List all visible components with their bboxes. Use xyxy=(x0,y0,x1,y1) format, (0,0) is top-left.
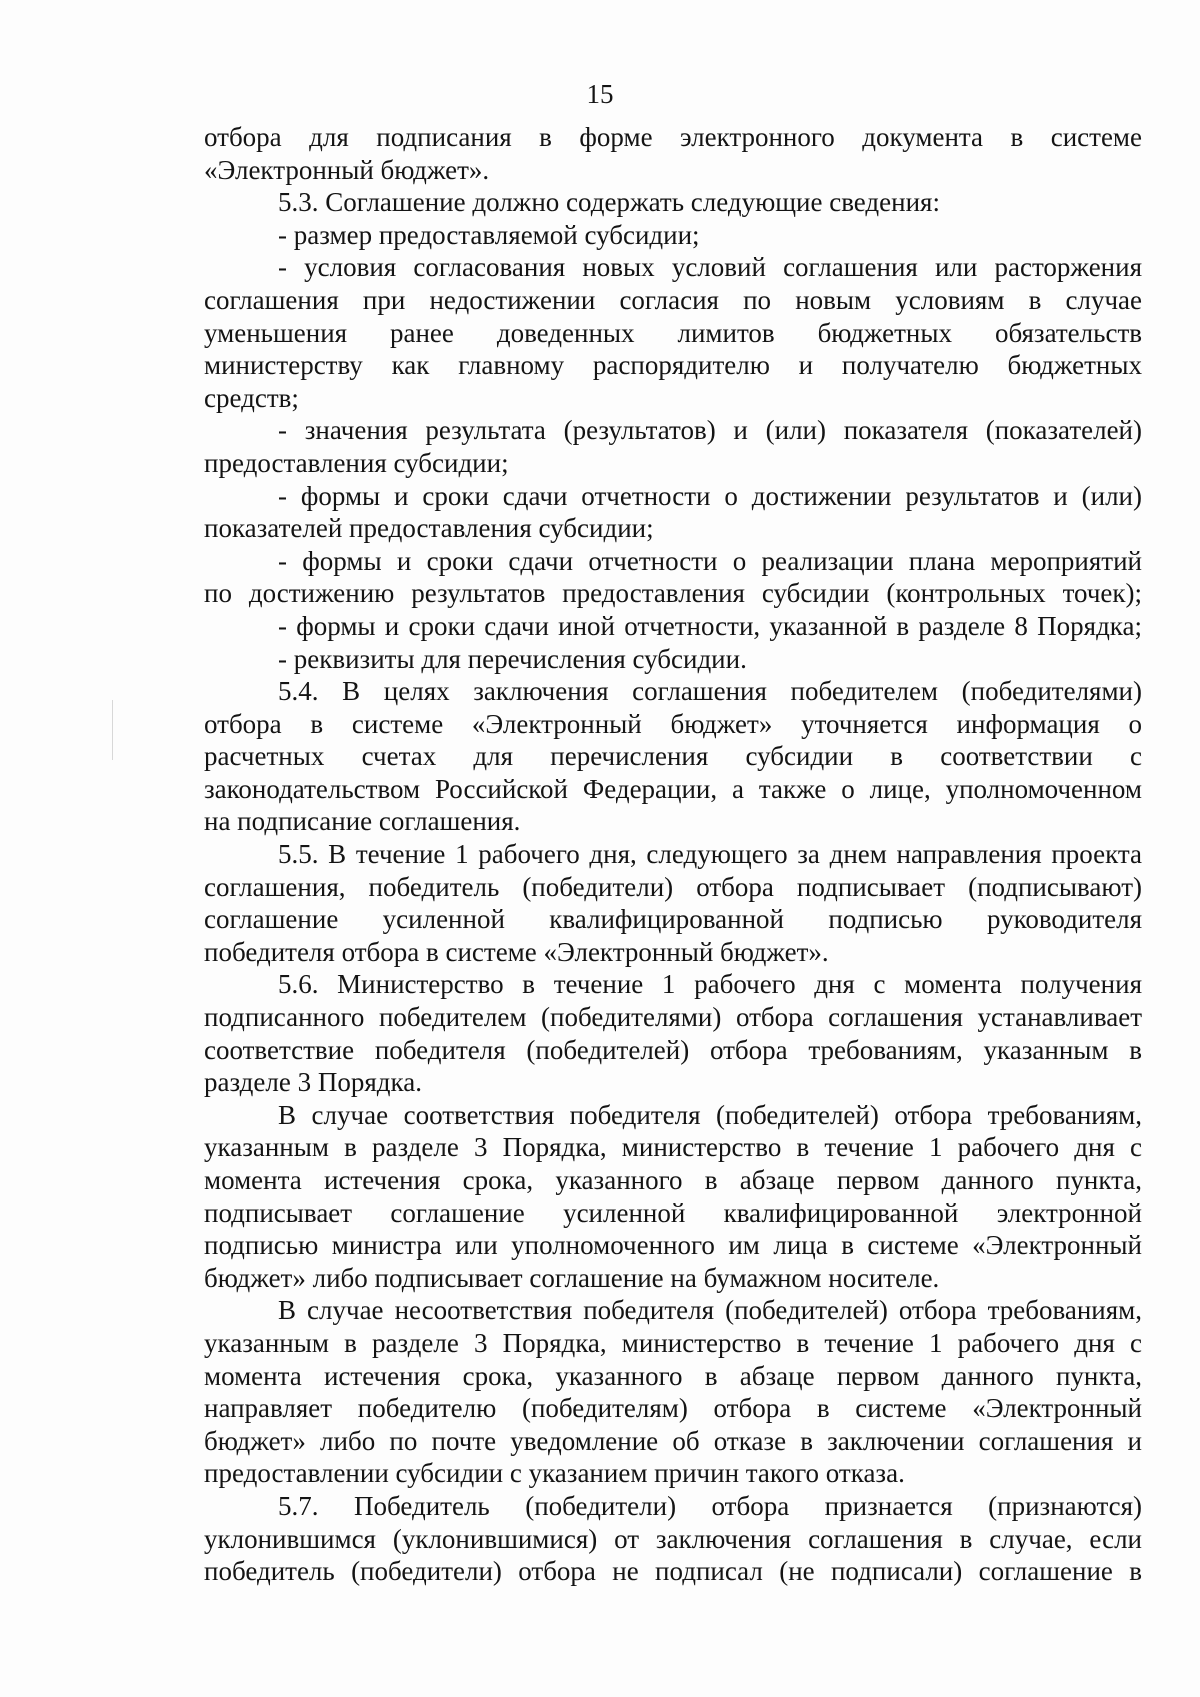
text-line: - формы и сроки сдачи отчетности о достижении результатов и (или) xyxy=(278,480,1142,511)
text-line: - значения результата (результатов) и (или) показателя (показателей) xyxy=(278,415,1142,446)
text-line: 5.4. В целях заключения соглашения победителем (победителями) xyxy=(278,676,1142,707)
text-line: - размер предоставляемой субсидии; xyxy=(278,219,700,250)
text-line: В случае соответствия победителя (победителей) отбора требованиям, xyxy=(278,1099,1142,1130)
text-line: предоставления субсидии; xyxy=(204,447,509,478)
text-line: направляет победителю (победителям) отбора в системе «Электронный xyxy=(204,1393,1142,1424)
text-line: - формы и сроки сдачи иной отчетности, указанной в разделе 8 Порядка; xyxy=(278,610,1142,641)
text-line: указанным в разделе 3 Порядка, министерство в течение 1 рабочего дня с xyxy=(204,1327,1142,1358)
page-number: 15 xyxy=(586,79,614,109)
text-line: момента истечения срока, указанного в абзаце первом данного пункта, xyxy=(204,1360,1142,1391)
text-line: «Электронный бюджет». xyxy=(204,154,490,185)
document-body xyxy=(204,121,1142,1588)
text-line: показателей предоставления субсидии; xyxy=(204,513,654,544)
text-line: В случае несоответствия победителя (победителей) отбора требованиям, xyxy=(278,1295,1142,1326)
text-line: 5.5. В течение 1 рабочего дня, следующего за днем направления проекта xyxy=(278,839,1142,870)
text-line: отбора для подписания в форме электронного документа в системе xyxy=(204,122,1142,152)
text-line: - формы и сроки сдачи отчетности о реализации плана мероприятий xyxy=(278,545,1142,576)
text-line: - условия согласования новых условий соглашения или расторжения xyxy=(278,252,1142,283)
text-line: подписанного победителем (победителями) отбора соглашения устанавливает xyxy=(204,1002,1142,1033)
text-line: бюджет» либо подписывает соглашение на бумажном носителе. xyxy=(204,1262,940,1293)
text-line: предоставлении субсидии с указанием причин такого отказа. xyxy=(204,1458,905,1489)
text-line: законодательством Российской Федерации, а также о лице, уполномоченном xyxy=(204,773,1142,804)
scan-margin-mark xyxy=(112,700,113,760)
text-line: - реквизиты для перечисления субсидии. xyxy=(278,643,747,674)
text-line: соглашения, победитель (победители) отбора подписывает (подписывают) xyxy=(204,871,1142,902)
text-line: министерству как главному распорядителю и получателю бюджетных xyxy=(204,350,1142,381)
text-line: соглашение усиленной квалифицированной подписью руководителя xyxy=(204,904,1142,935)
text-line: по достижению результатов предоставления субсидии (контрольных точек); xyxy=(204,578,1142,609)
text-line: бюджет» либо по почте уведомление об отказе в заключении соглашения и xyxy=(204,1425,1142,1456)
text-line: расчетных счетах для перечисления субсидии в соответствии с xyxy=(204,741,1142,772)
text-line: указанным в разделе 3 Порядка, министерство в течение 1 рабочего дня с xyxy=(204,1132,1142,1163)
text-line: уклонившимся (уклонившимися) от заключения соглашения в случае, если xyxy=(204,1523,1142,1554)
text-line: уменьшения ранее доведенных лимитов бюджетных обязательств xyxy=(204,317,1142,348)
text-line: 5.7. Победитель (победители) отбора признается (признаются) xyxy=(278,1490,1142,1521)
text-line: момента истечения срока, указанного в абзаце первом данного пункта, xyxy=(204,1165,1142,1195)
text-line: победитель (победители) отбора не подписал (не подписали) соглашение в xyxy=(204,1556,1142,1587)
text-line: разделе 3 Порядка. xyxy=(204,1067,422,1098)
text-line: подписывает соглашение усиленной квалифицированной электронной xyxy=(204,1197,1142,1228)
text-line: соответствие победителя (победителей) отбора требованиям, указанным в xyxy=(204,1034,1142,1065)
text-line: победителя отбора в системе «Электронный бюджет». xyxy=(204,936,829,967)
text-line: подписью министра или уполномоченного им лица в системе «Электронный xyxy=(204,1230,1142,1261)
text-line: на подписание соглашения. xyxy=(204,806,521,837)
text-line: 5.3. Соглашение должно содержать следующие сведения: xyxy=(278,187,940,218)
text-line: отбора в системе «Электронный бюджет» уточняется информация о xyxy=(204,708,1142,739)
text-line: соглашения при недостижении согласия по новым условиям в случае xyxy=(204,284,1142,315)
text-line: средств; xyxy=(204,382,299,413)
text-line: 5.6. Министерство в течение 1 рабочего дня с момента получения xyxy=(278,969,1142,1000)
